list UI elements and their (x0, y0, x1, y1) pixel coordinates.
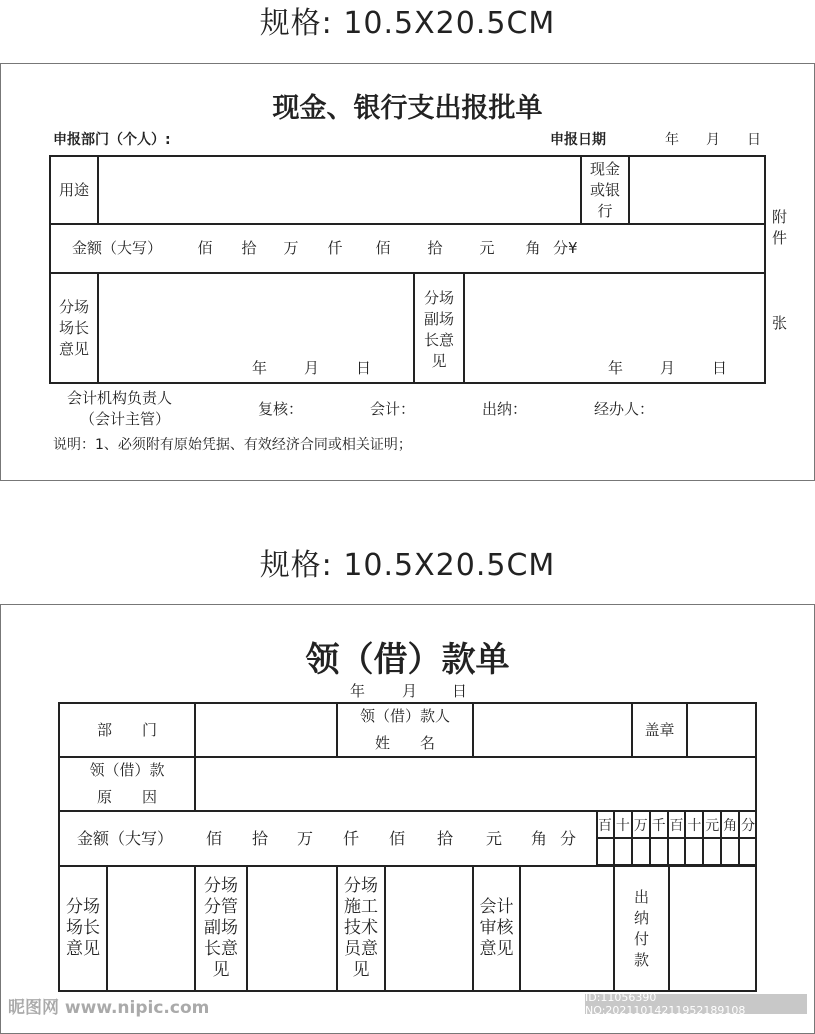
deputy-approval-label: 分场分管副场长意见 (204, 876, 238, 980)
month: 月 (706, 132, 720, 148)
digit-cell[interactable] (685, 838, 703, 865)
digit-header: 分 (739, 811, 757, 838)
unit: 拾 (241, 239, 257, 257)
accounting-review-field[interactable] (519, 865, 615, 992)
unit: 角 (525, 239, 541, 257)
amount-row[interactable] (49, 223, 766, 274)
digit-header: 角 (721, 811, 739, 838)
unit: 拾 (427, 239, 443, 257)
digit-header: 万 (632, 811, 650, 838)
accountant-head-sub: （会计主管） (80, 410, 171, 428)
dept-label: 申报部门（个人）: (53, 132, 171, 148)
day: 日 (712, 359, 728, 377)
digit-cell[interactable] (614, 838, 632, 865)
accountant-label: 会计： (370, 400, 416, 418)
purpose-field[interactable] (97, 155, 582, 225)
digit-cell[interactable] (596, 838, 614, 865)
technician-approval-field[interactable] (384, 865, 474, 992)
deputy-approval-label: 分场副场长意见 (423, 289, 454, 370)
deputy-approval-field[interactable] (246, 865, 338, 992)
unit: 拾 (436, 829, 453, 848)
accountant-head-label: 会计机构负责人 (67, 389, 173, 407)
digit-header: 百 (668, 811, 686, 838)
digit-cell[interactable] (650, 838, 668, 865)
unit: 元 (485, 829, 502, 848)
sheets-label: 张 (772, 314, 788, 332)
day: 日 (356, 359, 372, 377)
unit: 佰 (388, 829, 405, 848)
digit-grid-values (596, 838, 757, 865)
cashier-payment-label: 出纳付款 (633, 888, 649, 969)
spec-label-1: 规格: 10.5X20.5CM (259, 6, 556, 41)
cash-or-bank-field[interactable] (628, 155, 766, 225)
form2-title: 领（借）款单 (305, 640, 510, 680)
digit-grid-header (596, 811, 757, 838)
form1-title: 现金、银行支出报批单 (272, 93, 543, 124)
dept-label: 部 门 (58, 702, 196, 758)
seal-label: 盖章 (631, 702, 688, 758)
borrower-field[interactable] (472, 702, 633, 758)
unit: 仟 (342, 829, 359, 848)
unit: 角 (530, 829, 547, 848)
borrower-label: 领（借）款人 (359, 707, 450, 725)
year: 年 (252, 359, 268, 377)
cash-or-bank-label: 现金或银行 (589, 159, 620, 220)
day: 日 (747, 132, 761, 148)
month: 月 (660, 359, 676, 377)
handler-label: 经办人： (594, 400, 655, 418)
date-label: 申报日期 (550, 132, 606, 148)
digit-cell[interactable] (739, 838, 757, 865)
head-approval-label: 分场场长意见 (66, 897, 100, 959)
month: 月 (304, 359, 320, 377)
digit-cell[interactable] (668, 838, 686, 865)
accounting-review-label: 会计审核意见 (479, 897, 514, 959)
attachment-label: 附件 (772, 208, 788, 247)
unit: 万 (283, 239, 299, 257)
digit-header: 十 (685, 811, 703, 838)
reason-label: 领（借）款 (89, 761, 165, 779)
spec-label-2: 规格: 10.5X20.5CM (259, 548, 556, 583)
unit: 仟 (327, 239, 343, 257)
digit-cell[interactable] (703, 838, 721, 865)
review-label: 复核： (258, 400, 304, 418)
digit-cell[interactable] (721, 838, 739, 865)
unit: 佰 (197, 239, 213, 257)
note: 说明：1、必须附有原始凭据、有效经济合同或相关证明； (53, 437, 412, 453)
year: 年 (665, 132, 679, 148)
watermark-site: 昵图网 www.nipic.com (8, 998, 210, 1018)
amount-label: 金额（大写） (76, 829, 173, 848)
amount-row[interactable] (58, 810, 598, 867)
year: 年 (350, 682, 366, 700)
digit-cell[interactable] (632, 838, 650, 865)
head-approval-label: 分场场长意见 (58, 297, 89, 358)
digit-header: 十 (614, 811, 632, 838)
month: 月 (402, 682, 418, 700)
digit-header: 元 (703, 811, 721, 838)
unit: 分 (560, 829, 577, 848)
technician-approval-label: 分场施工技术员意见 (344, 876, 378, 980)
cashier-payment-field[interactable] (668, 865, 757, 992)
watermark-id: ID:11056390 NO:20211014211952189108 (585, 994, 807, 1014)
amount-label: 金额（大写） (71, 239, 162, 257)
unit: 万 (296, 829, 313, 848)
seal-field[interactable] (686, 702, 757, 758)
year: 年 (608, 359, 624, 377)
digit-header: 千 (650, 811, 668, 838)
unit: 佰 (375, 239, 391, 257)
cashier-label: 出纳： (482, 400, 528, 418)
head-approval-field[interactable] (106, 865, 196, 992)
day: 日 (452, 682, 468, 700)
purpose-label: 用途 (49, 155, 99, 225)
unit: 拾 (251, 829, 268, 848)
unit: 元 (479, 239, 495, 257)
borrower-name-label: 姓 名 (374, 734, 435, 752)
dept-field[interactable] (194, 702, 338, 758)
reason-sub-label: 原 因 (96, 788, 157, 806)
unit: 分¥ (553, 239, 578, 257)
unit: 佰 (205, 829, 222, 848)
reason-field[interactable] (194, 756, 757, 812)
digit-header: 百 (596, 811, 614, 838)
